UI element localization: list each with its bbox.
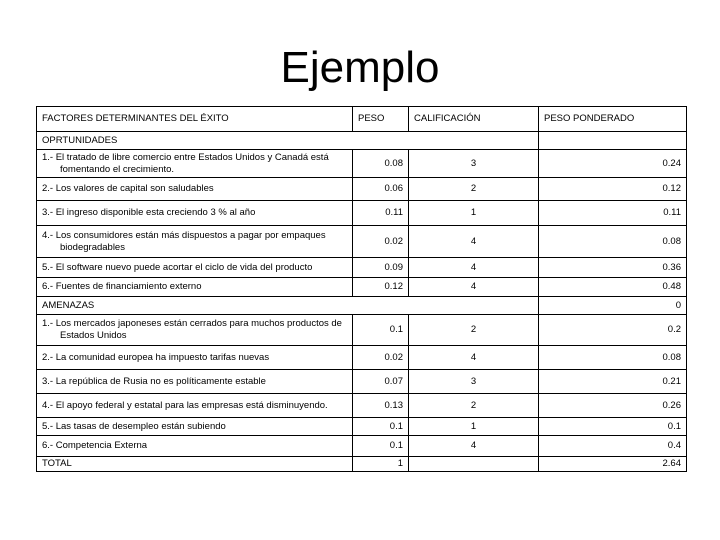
weight-cell: 0.07 <box>353 370 409 394</box>
factor-text: 5.- El software nuevo puede acortar el ciclo de vida del producto <box>42 261 313 273</box>
opportunities-label-value <box>539 132 687 150</box>
table-row <box>37 258 687 278</box>
rating-cell: 2 <box>409 315 539 346</box>
factor-cell <box>37 226 353 258</box>
factor-text: 2.- Los valores de capital son saludables <box>42 183 214 194</box>
factor-cell <box>37 315 353 346</box>
rating-cell: 3 <box>409 370 539 394</box>
rating-cell: 4 <box>409 226 539 258</box>
header-factors: FACTORES DETERMINANTES DEL ÉXITO <box>37 107 353 132</box>
weighted-cell: 0.08 <box>539 226 687 258</box>
factor-cell <box>37 346 353 370</box>
weighted-cell: 0.4 <box>539 436 687 457</box>
weight-cell: 0.1 <box>353 315 409 346</box>
rating-cell: 4 <box>409 346 539 370</box>
weighted-cell: 0.26 <box>539 394 687 418</box>
rating-cell: 3 <box>409 150 539 178</box>
factor-cell <box>37 436 353 457</box>
factor-text: 4.- Los consumidores están más dispuestos a pagar por empaques biodegradables <box>42 229 326 253</box>
factor-text: 2.- La comunidad europea ha impuesto tarifas nuevas <box>42 351 270 363</box>
weight-cell: 0.02 <box>353 346 409 370</box>
factor-text: 4.- El apoyo federal y estatal para las empresas está disminuyendo. <box>42 399 328 411</box>
header-weighted: PESO PONDERADO <box>539 107 687 132</box>
weight-cell: 0.11 <box>353 201 409 226</box>
page-title: Ejemplo <box>280 43 440 92</box>
weighted-cell: 0.08 <box>539 346 687 370</box>
weight-cell: 0.02 <box>353 226 409 258</box>
rating-cell: 1 <box>409 201 539 226</box>
weighted-cell: 0.36 <box>539 258 687 278</box>
factor-cell <box>37 258 353 278</box>
factor-cell <box>37 278 353 297</box>
total-weight: 1 <box>353 457 409 472</box>
weighted-cell: 0.2 <box>539 315 687 346</box>
weighted-cell: 0.24 <box>539 150 687 178</box>
weighted-cell: 0.48 <box>539 278 687 297</box>
header-weight: PESO <box>353 107 409 132</box>
opportunities-label: OPRTUNIDADES <box>37 132 539 150</box>
factor-text: 6.- Competencia Externa <box>42 440 148 451</box>
table-row <box>37 315 687 346</box>
table-header-row <box>37 107 687 132</box>
weighted-cell: 0.21 <box>539 370 687 394</box>
rating-cell: 2 <box>409 178 539 201</box>
factor-text: 3.- El ingreso disponible esta creciendo 3 % al año <box>42 207 256 218</box>
rating-cell: 1 <box>409 418 539 436</box>
weight-cell: 0.09 <box>353 258 409 278</box>
weight-cell: 0.13 <box>353 394 409 418</box>
weight-cell: 0.1 <box>353 418 409 436</box>
total-rating <box>409 457 539 472</box>
table-row <box>37 178 687 201</box>
opportunities-section-row <box>37 132 687 150</box>
factor-text: 6.- Fuentes de financiamiento externo <box>42 281 202 292</box>
factor-cell <box>37 150 353 178</box>
factor-text: 3.- La república de Rusia no es políticamente estable <box>42 375 266 387</box>
table-row <box>37 226 687 258</box>
weight-cell: 0.12 <box>353 278 409 297</box>
factor-cell <box>37 418 353 436</box>
factor-cell <box>37 178 353 201</box>
threats-label-value: 0 <box>539 297 687 315</box>
weight-cell: 0.1 <box>353 436 409 457</box>
total-weighted: 2.64 <box>539 457 687 472</box>
table-row <box>37 394 687 418</box>
efe-matrix-table <box>36 106 687 472</box>
factor-text: 1.- El tratado de libre comercio entre Estados Unidos y Canadá está fomentando el crecimiento. <box>42 151 329 175</box>
rating-cell: 2 <box>409 394 539 418</box>
threats-section-row <box>37 297 687 315</box>
table-row <box>37 418 687 436</box>
total-row <box>37 457 687 472</box>
weight-cell: 0.08 <box>353 150 409 178</box>
table-row <box>37 278 687 297</box>
table-row <box>37 150 687 178</box>
weighted-cell: 0.1 <box>539 418 687 436</box>
factor-cell <box>37 201 353 226</box>
rating-cell: 4 <box>409 258 539 278</box>
weighted-cell: 0.12 <box>539 178 687 201</box>
header-rating: CALIFICACIÓN <box>409 107 539 132</box>
table-row <box>37 201 687 226</box>
factor-cell <box>37 394 353 418</box>
rating-cell: 4 <box>409 436 539 457</box>
table-row <box>37 370 687 394</box>
table-row <box>37 436 687 457</box>
table-row <box>37 346 687 370</box>
threats-label: AMENAZAS <box>37 297 539 315</box>
factor-text: 1.- Los mercados japoneses están cerrados para muchos productos de Estados Unidos <box>42 318 342 341</box>
weighted-cell: 0.11 <box>539 201 687 226</box>
factor-cell <box>37 370 353 394</box>
rating-cell: 4 <box>409 278 539 297</box>
weight-cell: 0.06 <box>353 178 409 201</box>
total-label: TOTAL <box>37 457 353 472</box>
factor-text: 5.- Las tasas de desempleo están subiendo <box>42 420 226 432</box>
